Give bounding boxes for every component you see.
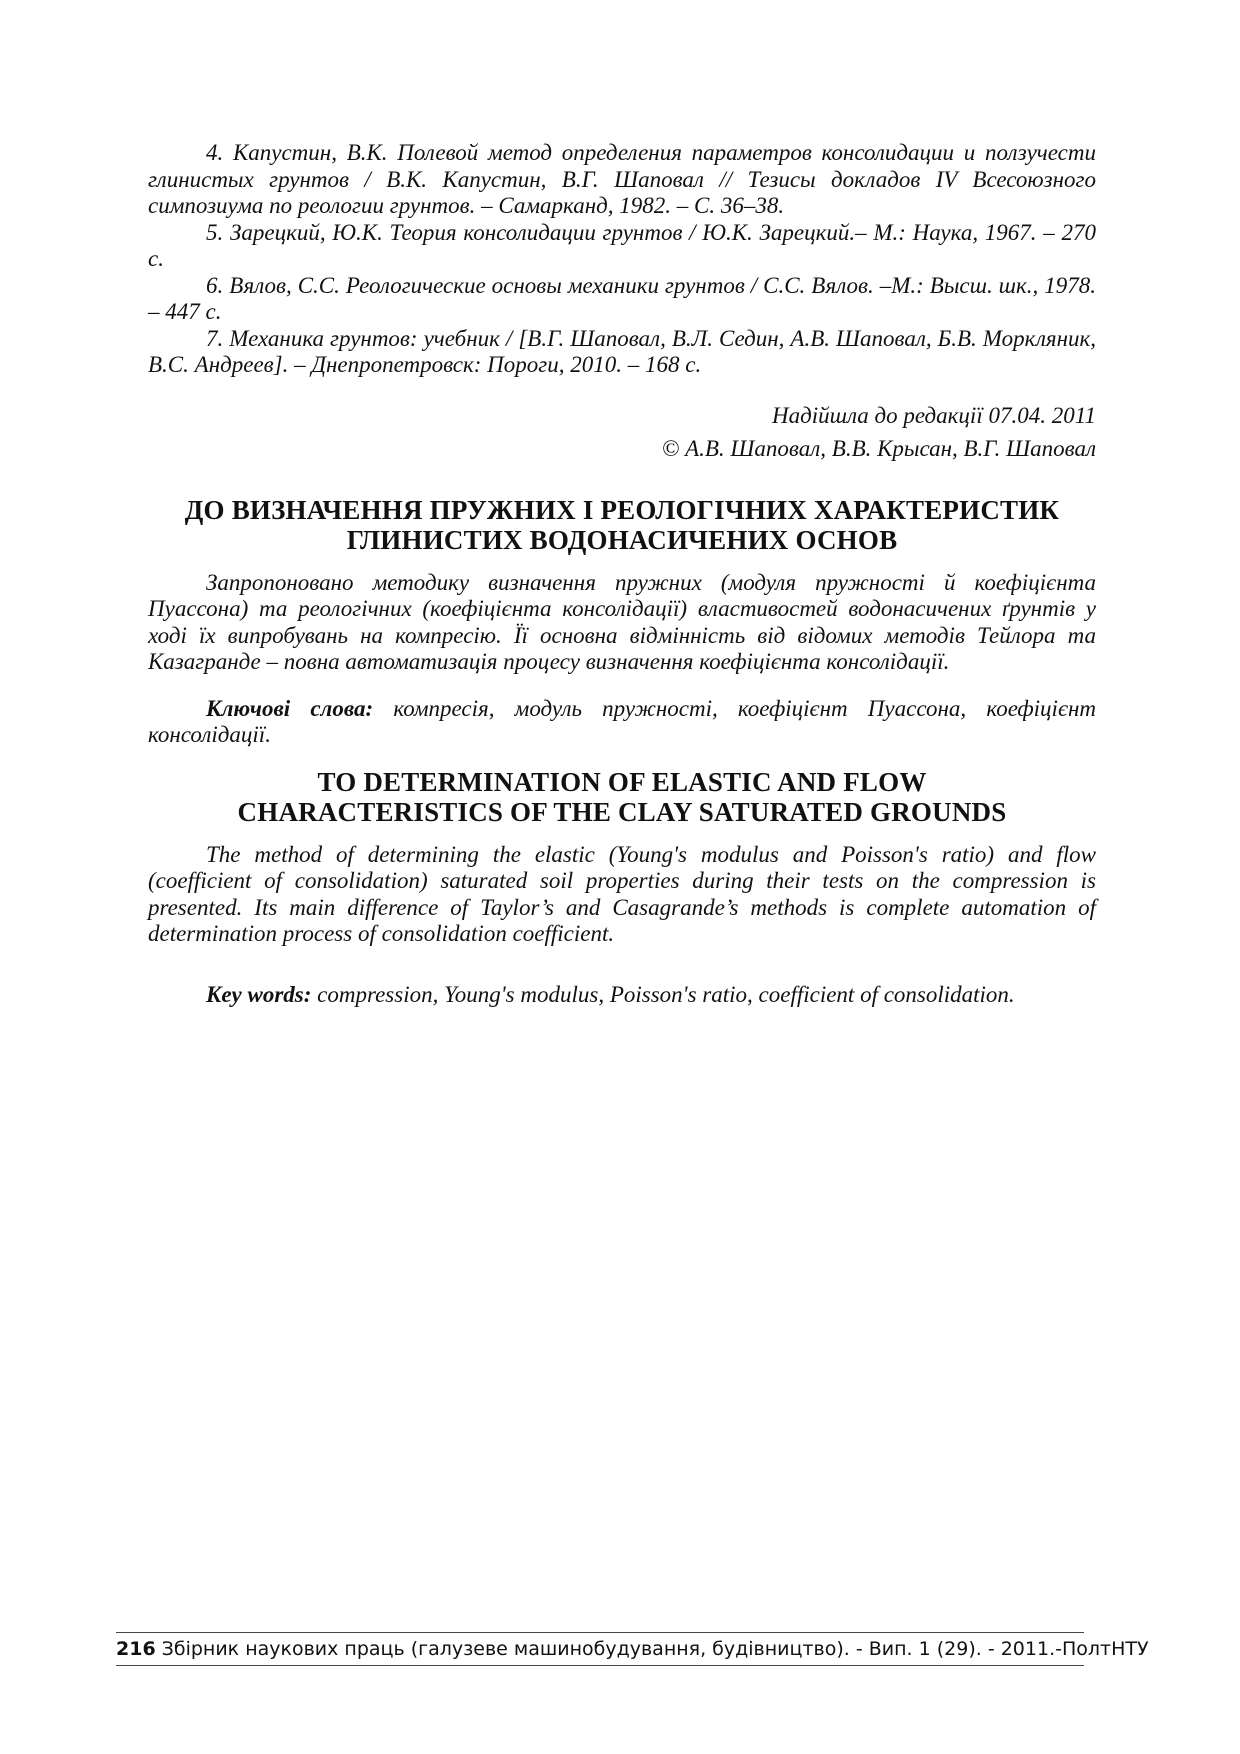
received-block (148, 399, 1096, 465)
keywords-en-text: compression, Young's modulus, Poisson's ratio, coefficient of consolidation. (311, 981, 1015, 1007)
page-body (148, 140, 1096, 1008)
journal-citation: Збірник наукових праць (галузеве машинобудування, будівництво). - Вип. 1 (29). - 2011.-ПолтНТУ (161, 1638, 1149, 1660)
title-en-line-2: CHARACTERISTICS OF THE CLAY SATURATED GROUNDS (237, 796, 1007, 827)
reference-list (148, 140, 1096, 379)
keywords-ua-text: компресія, модуль пружності, коефіцієнт Пуассона, коефіцієнт консолідації. (148, 695, 1096, 747)
keywords-ukrainian (148, 696, 1096, 749)
reference-item: 7. Механика грунтов: учебник / [В.Г. Шаповал, В.Л. Седин, А.В. Шаповал, Б.В. Моркляник, В.С. Андреев]. – Днепропетровск: Пороги, 2010. – 168 с. (148, 325, 1096, 377)
title-en-line-1: TO DETERMINATION OF ELASTIC AND FLOW (317, 766, 927, 797)
received-date: Надійшла до редакції 07.04. 2011 (771, 402, 1096, 428)
title-english (148, 767, 1096, 827)
reference-item: 5. Зарецкий, Ю.К. Теория консолидации грунтов / Ю.К. Зарецкий.– М.: Наука, 1967. – 270 с. (148, 219, 1096, 271)
abstract-english: The method of determining the elastic (Young's modulus and Poisson's ratio) and flow (coefficient of consolidation) saturated soil properties during their tests on the compression is presented. Its main difference of Taylor’s and Casagrande’s methods is complete automation of determination process of consolidation coefficient. (148, 841, 1096, 946)
page-number: 216 (116, 1638, 156, 1660)
copyright-authors: © А.В. Шаповал, В.В. Крысан, В.Г. Шаповал (661, 435, 1096, 461)
keywords-ua-label: Ключові слова: (206, 695, 374, 721)
page-footer (116, 1632, 1149, 1666)
keywords-english (148, 982, 1096, 1009)
title-ua-line-2: ГЛИНИСТИХ ВОДОНАСИЧЕНИХ ОСНОВ (346, 524, 898, 555)
title-ukrainian (148, 495, 1096, 555)
footer-divider-bottom (116, 1665, 1084, 1666)
reference-item: 6. Вялов, С.С. Реологические основы механики грунтов / С.С. Вялов. –М.: Высш. шк., 1978. – 447 с. (148, 272, 1096, 324)
reference-item: 4. Капустин, В.К. Полевой метод определения параметров консолидации и ползучести глинистых грунтов / В.К. Капустин, В.Г. Шаповал // Тезисы докладов IV Всесоюзного симпозиума по реологии грунтов. – Самарканд, 1982. – С. 36–38. (148, 140, 1096, 218)
footer-line (116, 1633, 1149, 1661)
keywords-en-label: Key words: (206, 981, 312, 1007)
title-ua-line-1: ДО ВИЗНАЧЕННЯ ПРУЖНИХ І РЕОЛОГІЧНИХ ХАРАКТЕРИСТИК (184, 494, 1060, 525)
abstract-ukrainian: Запропоновано методику визначення пружних (модуля пружності й коефіцієнта Пуассона) та реологічних (коефіцієнта консолідації) властивостей водонасичених ґрунтів у ході їх випробувань на компресію. Її основна відмінність від відомих методів Тейлора та Казагранде – повна автоматизація процесу визначення коефіцієнта консолідації. (148, 569, 1096, 674)
